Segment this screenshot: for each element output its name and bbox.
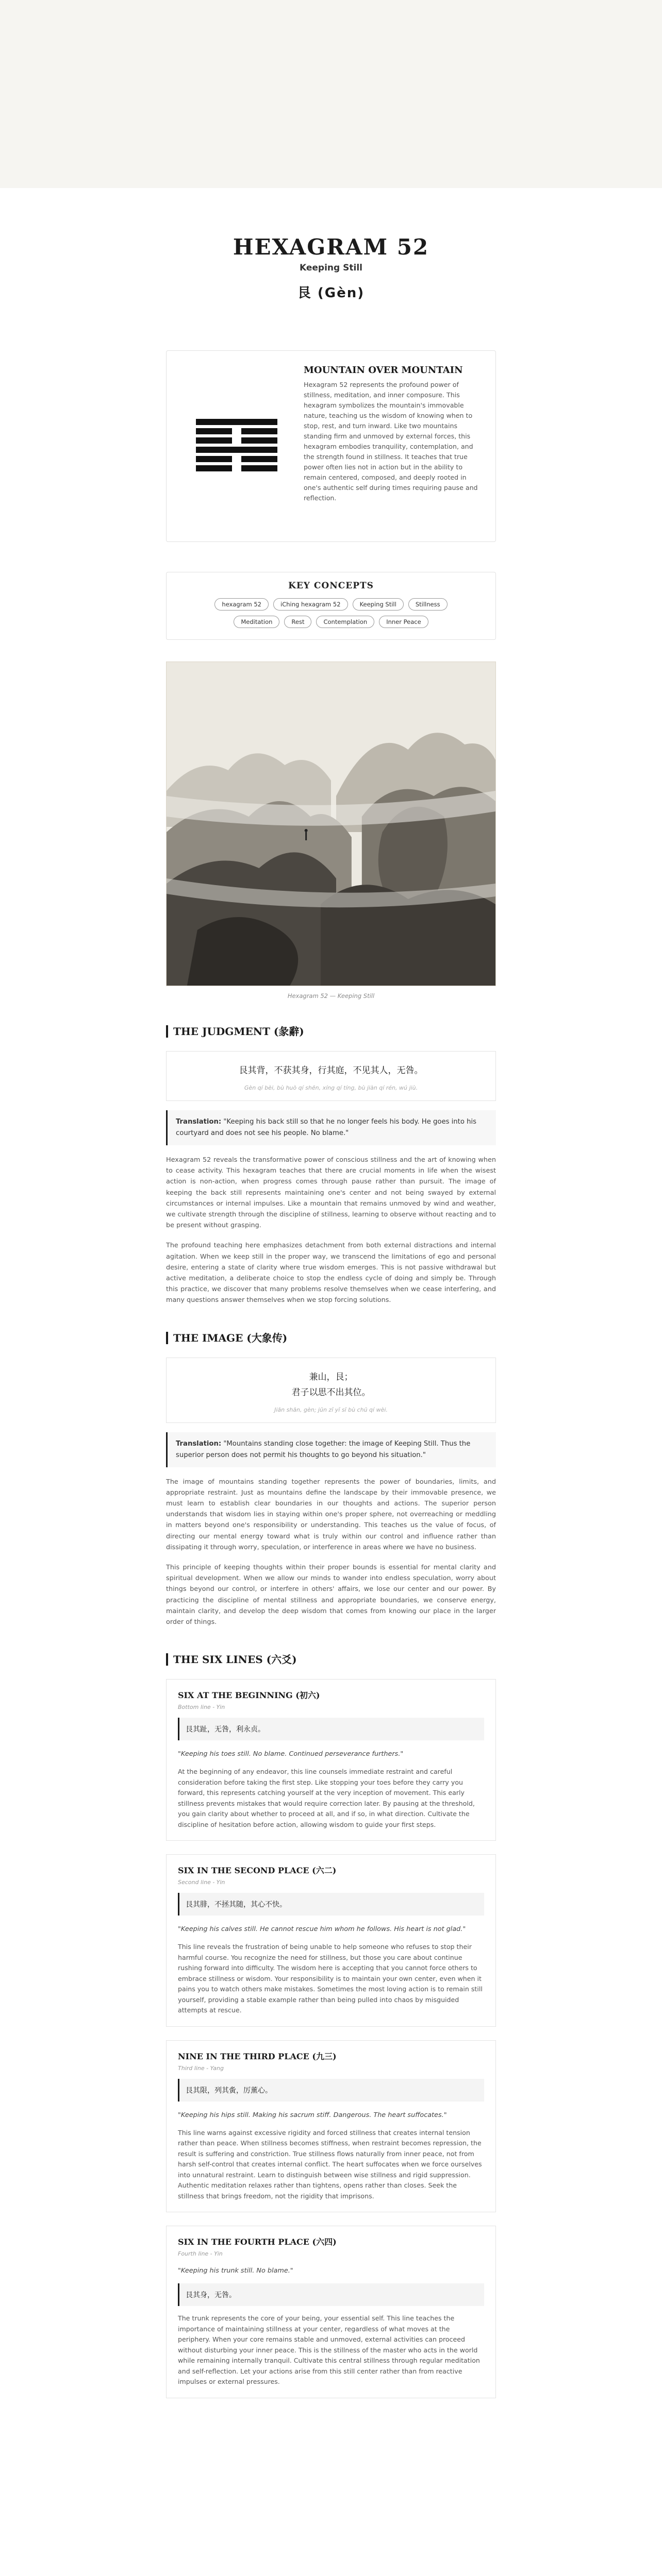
- tag[interactable]: hexagram 52: [214, 598, 269, 611]
- hexagram-line-2: [196, 456, 277, 462]
- overview-description: Hexagram 52 represents the profound power of stillness, meditation, and inner composure. This hexagram symbolizes the mountain's immovable nature, teaching us the wisdom of knowing when to stop, rest, and turn inward. Like two mountains standing firm and unmoved by external forces, this hexagram embodies tranquility, contemplation, and the strength found in stillness. It teaches that true power often lies not in action but in the ability to remain centered, composed, and deeply rooted in one's authentic self during times requiring pause and reflection.: [304, 380, 478, 502]
- tag[interactable]: Rest: [284, 616, 311, 628]
- image-pinyin: Jiān shān, gèn; jūn zǐ yǐ sī bù chū qí wèi.: [274, 1406, 388, 1413]
- top-banner: [0, 0, 662, 188]
- image-paragraph: This principle of keeping thoughts within their proper bounds is essential for mental clarity and spiritual development. When we allow our minds to wander into endless speculation, worry about things beyond our control, or interfere in others' affairs, we lose our center and our power. By practicing the discipline of mental stillness and appropriate boundaries, we conserve energy, maintain clarity, and develop the deep wisdom that comes from knowing our place in the larger order of things.: [166, 1564, 496, 1626]
- judgment-paragraph: Hexagram 52 reveals the transformative power of conscious stillness and the art of knowing when to cease activity. This hexagram teaches that there are crucial moments in life when the wisest action is non-action, when progress comes through pause rather than pursuit. The image of keeping the back still represents maintaining one's center and not being swayed by external circumstances or internal impulses. Like a mountain that remains unmoved by wind and weather, we cultivate strength through the discipline of stillness, learning to observe without reacting and to be present without grasping.: [166, 1156, 496, 1230]
- six-lines-heading: THE SIX LINES (六爻): [166, 1653, 496, 1666]
- tag[interactable]: Stillness: [408, 598, 448, 611]
- page-title: HEXAGRAM 52: [233, 234, 429, 260]
- judgment-quote: [166, 1051, 496, 1101]
- line-chinese: 艮其身，无咎。: [178, 2283, 484, 2306]
- line-description: The trunk represents the core of your being, your essential self. This line teaches the importance of maintaining stillness at your center, regardless of what moves at the periphery. When your core remains stable and unmoved, external activities can proceed without disturbing your inner peace. This is the stillness of the master who acts in the world while remaining internally tranquil. Cultivate this central stillness through regular meditation and self-reflection. Let your actions arise from this still center rather than from reactive impulses or external pressures.: [178, 2314, 480, 2386]
- hexagram-52-icon: [196, 416, 277, 474]
- image-chinese-line-1: 兼山，艮；: [309, 1371, 353, 1382]
- tag[interactable]: Contemplation: [316, 616, 374, 628]
- image-translation: [166, 1432, 496, 1467]
- line-chinese: 艮其腓，不拯其随，其心不快。: [178, 1893, 484, 1916]
- translation-label: Translation:: [176, 1439, 222, 1448]
- hexagram-line-3: [196, 447, 277, 453]
- overview-title: MOUNTAIN OVER MOUNTAIN: [304, 365, 463, 376]
- line-title: NINE IN THE THIRD PLACE (九三): [178, 2051, 337, 2061]
- hexagram-line-6: [196, 419, 277, 425]
- translation-label: Translation:: [176, 1118, 222, 1126]
- line-description: At the beginning of any endeavor, this line counsels immediate restraint and careful consideration before taking the first step. Like stopping your toes before they carry you forward, this represents catching yourself at the very inception of movement. This early stillness prevents mistakes that would require correction later. By pausing at the threshold, you gain clarity about whether to proceed at all, and if so, in what direction. Cultivate the discipline of hesitation before action, allowing wisdom to guide your first steps.: [178, 1768, 475, 1828]
- judgment-translation: [166, 1110, 496, 1145]
- line-card: [166, 1679, 496, 1841]
- key-concepts-card: [166, 572, 496, 640]
- tag-list: [177, 598, 485, 628]
- judgment-chinese: 艮其背，不获其身，行其庭，不见其人，无咎。: [239, 1065, 423, 1076]
- line-translation: "Keeping his toes still. No blame. Continued perseverance furthers.": [178, 1750, 404, 1758]
- tag[interactable]: iChing hexagram 52: [273, 598, 348, 611]
- line-subtitle: Bottom line - Yin: [178, 1704, 225, 1711]
- hexagram-line-5: [196, 428, 277, 434]
- tag[interactable]: Keeping Still: [353, 598, 404, 611]
- tag[interactable]: Meditation: [234, 616, 279, 628]
- line-title: SIX IN THE SECOND PLACE (六二): [178, 1866, 337, 1876]
- judgment-pinyin: Gèn qí bèi, bù huò qí shēn, xíng qí tíng, bù jiàn qí rén, wú jiù.: [244, 1084, 418, 1091]
- article: [166, 234, 496, 2398]
- chinese-name: 艮 (Gèn): [297, 285, 365, 301]
- page-subtitle: Keeping Still: [300, 263, 362, 273]
- line-title: SIX AT THE BEGINNING (初六): [178, 1690, 320, 1701]
- translation-text: "Mountains standing close together: the image of Keeping Still. Thus the superior person does not permit his thoughts to go beyond his situation.": [176, 1439, 471, 1459]
- line-subtitle: Second line - Yin: [178, 1879, 225, 1886]
- mountain-painting: [166, 662, 496, 986]
- image-quote: [166, 1358, 496, 1423]
- hexagram-symbol: [180, 362, 293, 528]
- line-title: SIX IN THE FOURTH PLACE (六四): [178, 2237, 337, 2247]
- mountain-landscape-image: [167, 662, 495, 986]
- line-translation: "Keeping his trunk still. No blame.": [178, 2267, 293, 2275]
- image-heading: THE IMAGE (大象传): [166, 1332, 496, 1344]
- overview-card: [166, 350, 496, 542]
- line-card: [166, 2226, 496, 2398]
- judgment-heading: THE JUDGMENT (彖辭): [166, 1025, 496, 1038]
- painting-caption: Hexagram 52 — Keeping Still: [287, 992, 375, 999]
- hexagram-line-1: [196, 465, 277, 471]
- translation-text: "Keeping his back still so that he no longer feels his body. He goes into his courtyard and does not see his people. No blame.": [176, 1118, 476, 1137]
- line-card: [166, 1854, 496, 2027]
- image-chinese-line-2: 君子以思不出其位。: [291, 1387, 371, 1398]
- line-card: [166, 2040, 496, 2213]
- image-paragraph: The image of mountains standing together represents the power of boundaries, limits, and appropriate restraint. Just as mountains define the landscape by their immovable presence, we must learn to establish clear boundaries in our thoughts and actions. The superior person understands that wisdom lies in staying within one's proper sphere, not overreaching or meddling in matters beyond one's responsibility or understanding. This teaches us the value of focus, of directing our mental energy toward what is truly within our control and influence rather than dissipating it through worry, speculation, or interference in areas where we have no business.: [166, 1478, 496, 1551]
- line-subtitle: Fourth line - Yin: [178, 2250, 223, 2258]
- line-subtitle: Third line - Yang: [178, 2064, 224, 2072]
- hexagram-line-4: [196, 437, 277, 444]
- line-chinese: 艮其限，列其夤，厉薰心。: [178, 2079, 484, 2102]
- line-chinese: 艮其趾，无咎，利永贞。: [178, 1718, 484, 1740]
- judgment-paragraph: The profound teaching here emphasizes detachment from both external distractions and internal agitation. When we keep still in the proper way, we transcend the limitations of ego and personal desire, entering a state of clarity where true wisdom emerges. This is not passive withdrawal but active meditation, a deliberate choice to stop the endless cycle of doing and simply be. Through this practice, we discover that many problems resolve themselves when we cease interfering, and many questions answer themselves when we stop forcing solutions.: [166, 1242, 496, 1304]
- line-translation: "Keeping his calves still. He cannot rescue him whom he follows. His heart is not glad.": [178, 1925, 466, 1934]
- tag[interactable]: Inner Peace: [379, 616, 428, 628]
- line-description: This line warns against excessive rigidity and forced stillness that creates internal tension rather than peace. When stillness becomes stiffness, when restraint becomes repression, the result is suffering and constriction. True stillness flows naturally from inner peace, not from harsh self-control that creates internal conflict. The heart suffocates when we force ourselves into unnatural restraint. Learn to distinguish between wise stillness and rigid suppression. Authentic meditation relaxes rather than tightens, opens rather than closes. Seek the stillness that brings freedom, not the rigidity that imprisons.: [178, 2128, 482, 2200]
- line-description: This line reveals the frustration of being unable to help someone who refuses to stop their harmful course. You recognize the need for stillness, but those you care about continue rushing forward into difficulty. The wisdom here is accepting that you cannot force others to embrace stillness or wisdom. Your responsibility is to maintain your own center, even when it pains you to watch others make mistakes. Sometimes the most loving action is to remain still yourself, providing a stable example rather than being pulled into chaos by misguided attempts at rescue.: [178, 1943, 483, 2014]
- key-concepts-title: KEY CONCEPTS: [288, 581, 374, 591]
- line-translation: "Keeping his hips still. Making his sacrum stiff. Dangerous. The heart suffocates.": [178, 2111, 447, 2119]
